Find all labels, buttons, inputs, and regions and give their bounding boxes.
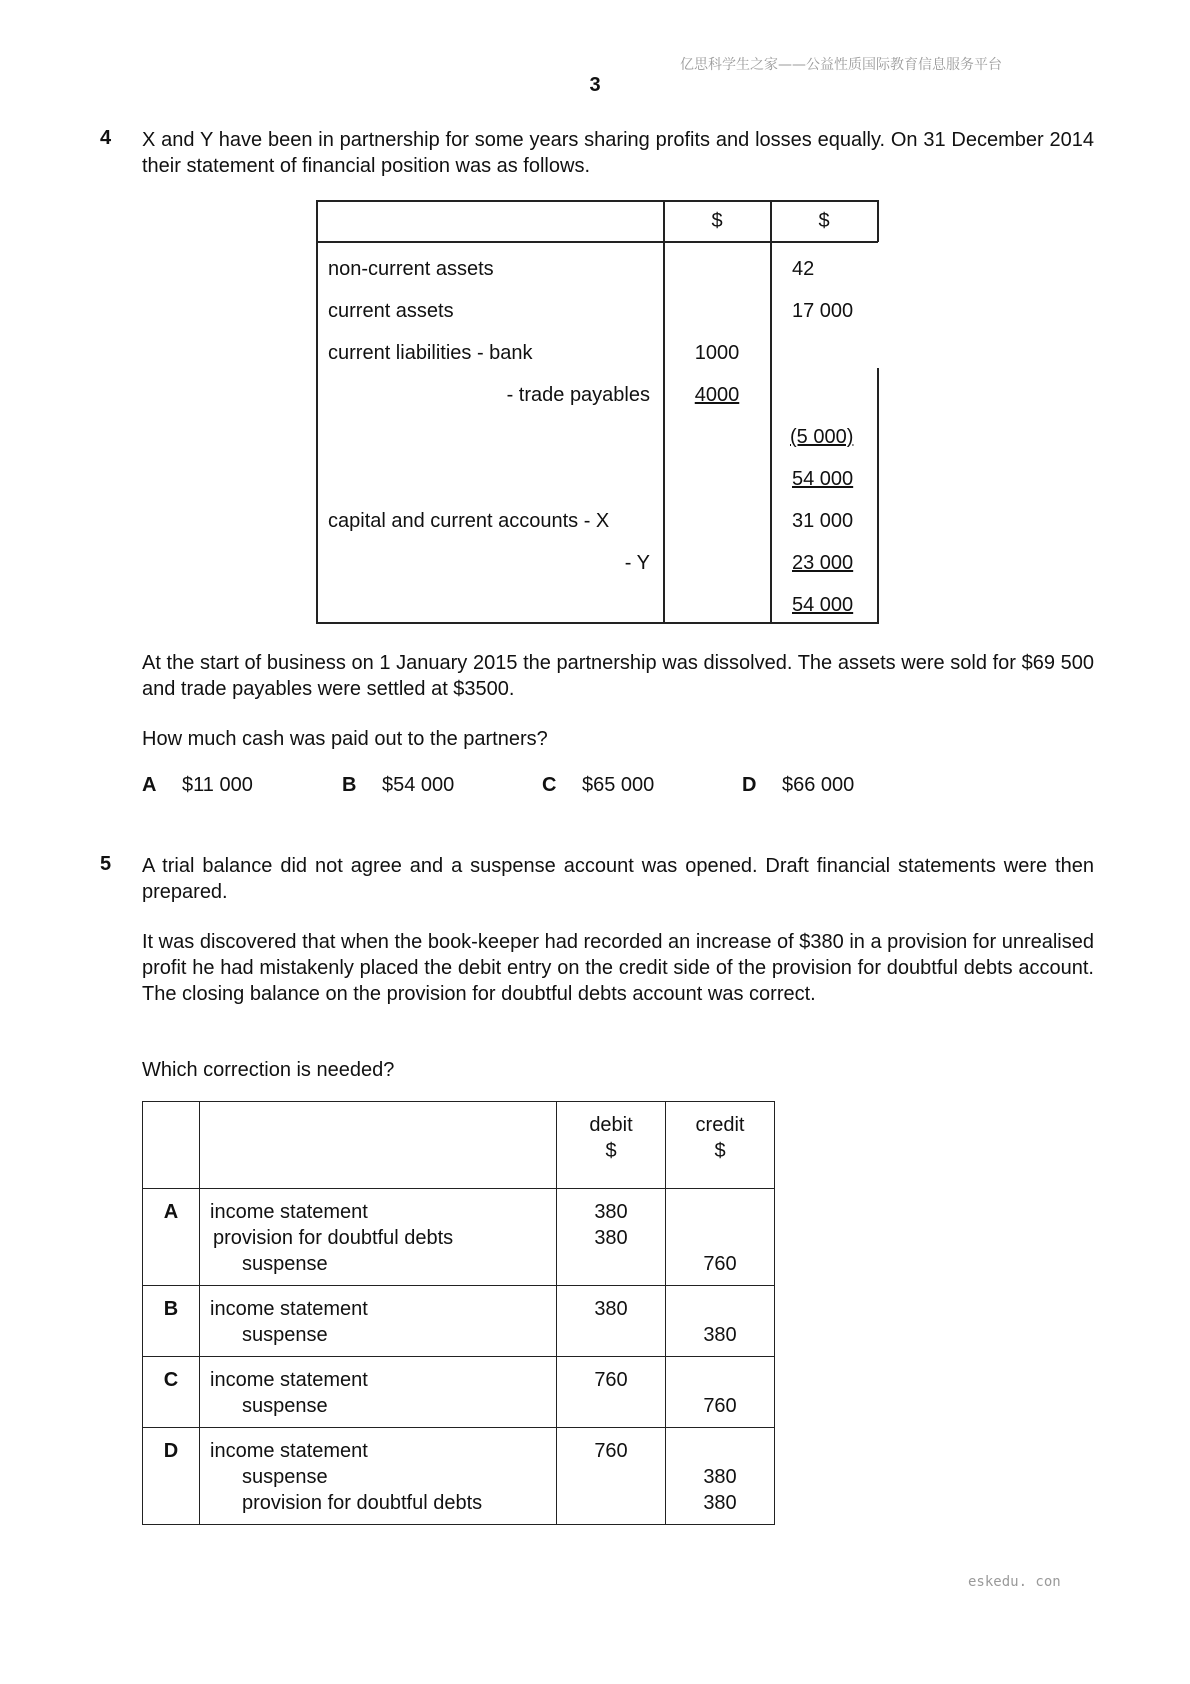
option-letter: A bbox=[142, 774, 157, 796]
table-col-divider-1 bbox=[663, 200, 665, 624]
account-line: suspense bbox=[242, 1253, 328, 1275]
account-cell bbox=[200, 1428, 557, 1525]
credit-value bbox=[666, 1225, 774, 1251]
row-label: current assets bbox=[328, 300, 454, 322]
option-text: $54 000 bbox=[382, 774, 455, 796]
option-row-c[interactable] bbox=[143, 1357, 775, 1428]
debit-value: 380 bbox=[594, 1201, 628, 1223]
debit-value: 760 bbox=[594, 1440, 628, 1462]
account-cell bbox=[200, 1357, 557, 1428]
option-letter: B bbox=[342, 774, 357, 796]
col2-header: $ bbox=[818, 210, 830, 232]
debit-cell bbox=[557, 1428, 666, 1525]
credit-value: 380 bbox=[703, 1466, 737, 1488]
table-header-divider bbox=[316, 241, 878, 243]
row-label: capital and current accounts - X bbox=[328, 510, 610, 532]
table-border-top bbox=[316, 200, 878, 202]
credit-value bbox=[666, 1438, 774, 1464]
row-value-col1: 1000 bbox=[694, 342, 740, 364]
credit-cell bbox=[666, 1428, 775, 1525]
table-border-left bbox=[316, 200, 318, 624]
credit-value: 380 bbox=[703, 1324, 737, 1346]
row-value-col2: 31 000 bbox=[792, 510, 854, 532]
debit-label: debit bbox=[589, 1114, 633, 1136]
header-credit bbox=[666, 1102, 775, 1189]
option-letter: D bbox=[143, 1428, 200, 1525]
row-label: current liabilities - bank bbox=[328, 342, 533, 364]
credit-value: 380 bbox=[703, 1492, 737, 1514]
option-letter: D bbox=[742, 774, 757, 796]
row-value-col1: 4000 bbox=[694, 384, 740, 406]
account-cell bbox=[200, 1189, 557, 1286]
debit-unit: $ bbox=[605, 1140, 617, 1162]
debit-cell bbox=[557, 1357, 666, 1428]
row-value-col2: (5 000) bbox=[790, 426, 854, 448]
account-line: income statement bbox=[210, 1369, 368, 1391]
watermark-top: 亿思科学生之家——公益性质国际教育信息服务平台 bbox=[680, 57, 1002, 73]
credit-value bbox=[666, 1367, 774, 1393]
table-border-right-lower bbox=[877, 368, 879, 624]
row-label: - Y bbox=[624, 552, 650, 574]
statement-of-financial-position bbox=[316, 200, 878, 624]
account-line: income statement bbox=[210, 1440, 368, 1462]
credit-cell bbox=[666, 1189, 775, 1286]
question-4-number: 4 bbox=[100, 127, 112, 149]
row-label: - trade payables bbox=[506, 384, 650, 406]
option-a[interactable] bbox=[142, 772, 253, 798]
header-blank bbox=[143, 1102, 200, 1189]
debit-value bbox=[557, 1393, 665, 1419]
account-line: provision for doubtful debts bbox=[242, 1492, 483, 1514]
debit-value bbox=[557, 1322, 665, 1348]
credit-cell bbox=[666, 1357, 775, 1428]
debit-value: 760 bbox=[594, 1369, 628, 1391]
option-letter: B bbox=[143, 1286, 200, 1357]
question-5-number: 5 bbox=[100, 853, 112, 875]
page-number: 3 bbox=[589, 74, 601, 96]
debit-value bbox=[557, 1490, 665, 1516]
question-4-intro: X and Y have been in partnership for some years sharing profits and losses equally. On 31 December 2014 their statement of financial position was as follows. bbox=[142, 129, 1094, 177]
debit-value: 380 bbox=[594, 1298, 628, 1320]
question-5-para2: It was discovered that when the book-keeper had recorded an increase of $380 in a provision for unrealised profit he had mistakenly placed the debit entry on the credit side of the provision for doubtful debts account. The closing balance on the provision for doubtful debts account was correct. bbox=[142, 931, 1094, 1005]
account-line: income statement bbox=[210, 1201, 368, 1223]
table-border-right-header bbox=[877, 200, 879, 242]
credit-value: 760 bbox=[703, 1253, 737, 1275]
option-text: $11 000 bbox=[182, 774, 253, 796]
col1-header: $ bbox=[711, 210, 723, 232]
credit-label: credit bbox=[695, 1114, 745, 1136]
row-value-col2: 23 000 bbox=[792, 552, 854, 574]
debit-cell bbox=[557, 1189, 666, 1286]
option-row-a[interactable] bbox=[143, 1189, 775, 1286]
question-5-question: Which correction is needed? bbox=[142, 1059, 395, 1081]
credit-value: 760 bbox=[703, 1395, 737, 1417]
question-4-para2: At the start of business on 1 January 2015 the partnership was dissolved. The assets were sold for $69 500 and trade payables were settled at $3500. bbox=[142, 652, 1094, 700]
option-text: $65 000 bbox=[582, 774, 655, 796]
watermark-bottom: eskedu. con bbox=[968, 1574, 1061, 1590]
credit-unit: $ bbox=[714, 1140, 726, 1162]
option-letter: A bbox=[143, 1189, 200, 1286]
row-value-col2: 54 000 bbox=[792, 594, 854, 616]
credit-value bbox=[666, 1199, 774, 1225]
debit-value bbox=[557, 1251, 665, 1277]
account-line: provision for doubtful debts bbox=[213, 1227, 454, 1249]
row-value-col2: 17 000 bbox=[792, 300, 854, 322]
header-debit bbox=[557, 1102, 666, 1189]
option-d[interactable] bbox=[742, 772, 854, 798]
option-c[interactable] bbox=[542, 772, 654, 798]
table-border-bottom bbox=[316, 622, 878, 624]
account-line: income statement bbox=[210, 1298, 368, 1320]
debit-cell bbox=[557, 1286, 666, 1357]
account-line: suspense bbox=[242, 1395, 328, 1417]
account-line: suspense bbox=[242, 1466, 328, 1488]
correction-options-table bbox=[142, 1101, 775, 1525]
row-value-col2: 42 bbox=[792, 258, 815, 280]
row-value-col2: 54 000 bbox=[792, 468, 854, 490]
account-cell bbox=[200, 1286, 557, 1357]
option-row-d[interactable] bbox=[143, 1428, 775, 1525]
debit-value: 380 bbox=[594, 1227, 628, 1249]
option-letter: C bbox=[143, 1357, 200, 1428]
table-header-row bbox=[143, 1102, 775, 1189]
option-row-b[interactable] bbox=[143, 1286, 775, 1357]
question-5-intro: A trial balance did not agree and a suspense account was opened. Draft financial statements were then prepared. bbox=[142, 855, 1094, 903]
credit-cell bbox=[666, 1286, 775, 1357]
credit-value bbox=[666, 1296, 774, 1322]
header-blank bbox=[200, 1102, 557, 1189]
account-line: suspense bbox=[242, 1324, 328, 1346]
table-col-divider-2 bbox=[770, 200, 772, 624]
option-b[interactable] bbox=[342, 772, 454, 798]
question-4-question: How much cash was paid out to the partners? bbox=[142, 728, 548, 750]
option-letter: C bbox=[542, 774, 557, 796]
row-label: non-current assets bbox=[328, 258, 494, 280]
debit-value bbox=[557, 1464, 665, 1490]
option-text: $66 000 bbox=[782, 774, 855, 796]
